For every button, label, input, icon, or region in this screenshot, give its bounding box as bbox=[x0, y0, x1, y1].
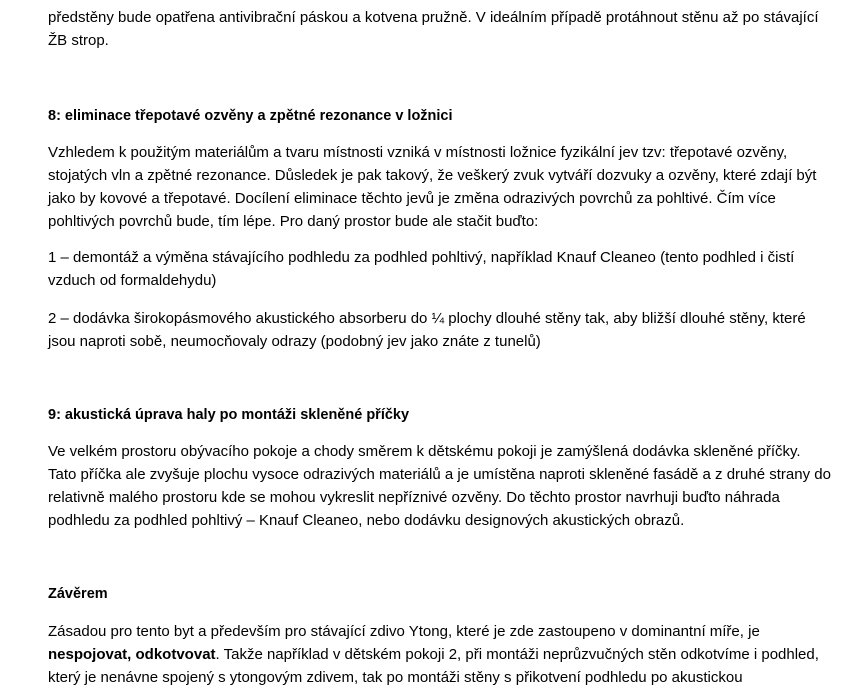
section-9-paragraph-line: podhledu za podhled pohltivý – Knauf Cleaneo, nebo dodávku designových akustických obrazů. bbox=[48, 512, 685, 529]
section-8-option-2: 2 – dodávka širokopásmového akustického absorberu do ¼ plochy dlouhé stěny tak, aby bližší dlouhé stěny, které bbox=[48, 310, 806, 327]
section-8-paragraph-line: stojatých vln a zpětné rezonance. Důsledek je pak takový, že veškerý zvuk vytváří dozvuky a ozvěny, které zdají být bbox=[48, 167, 817, 184]
conclusion-line-1: Zásadou pro tento byt a především pro stávající zdivo Ytong, které je zde zastoupeno v dominantní míře, je bbox=[48, 623, 760, 640]
section-8-paragraph-line: pohltivých povrchů bude, tím lépe. Pro daný prostor bude ale stačit buďto: bbox=[48, 213, 539, 230]
section-8-paragraph-line: Vzhledem k použitým materiálům a tvaru místnosti vzniká v místnosti ložnice fyzikální jev tzv: třepotavé ozvěny, bbox=[48, 144, 788, 161]
section-8-heading: 8: eliminace třepotavé ozvěny a zpětné rezonance v ložnici bbox=[48, 108, 453, 124]
conclusion-line-2-rest: . Takže například v dětském pokoji 2, při montáži neprůzvučných stěn odkotvíme i podhled, bbox=[215, 646, 819, 663]
section-8-paragraph-line: jako by kovové a třepotavé. Docílení eliminace těchto jevů je změna odrazivých povrchů za pohltivé. Čím více bbox=[48, 190, 776, 207]
intro-line-1: předstěny bude opatřena antivibrační páskou a kotvena pružně. V ideálním případě protáhnout stěnu až po stávající bbox=[48, 9, 819, 26]
section-9-paragraph-line: Ve velkém prostoru obývacího pokoje a chody směrem k dětskému pokoji je zamýšlená dodávka skleněné příčky. bbox=[48, 443, 801, 460]
intro-line-2: ŽB strop. bbox=[48, 32, 109, 49]
conclusion-heading: Závěrem bbox=[48, 586, 108, 602]
conclusion-line-2 bbox=[48, 645, 819, 665]
section-8-option-1: 1 – demontáž a výměna stávajícího podhledu za podhled pohltivý, například Knauf Cleaneo (tento podhled i čistí bbox=[48, 249, 795, 266]
section-8-option-2: jsou naproti sobě, neumocňovaly odrazy (podobný jev jako znáte z tunelů) bbox=[48, 333, 541, 350]
section-8-option-1: vzduch od formaldehydu) bbox=[48, 272, 217, 289]
conclusion-line-3: který je nenávne spojený s ytongovým zdivem, tak po montáži stěny s přikotvení podhledu po akustickou bbox=[48, 669, 743, 686]
section-9-paragraph-line: relativně malého prostoru kde se mohou vykreslit nepříznivé ozvěny. Do těchto prostor navrhuji buďto náhrada bbox=[48, 489, 780, 506]
conclusion-emphasis: nespojovat, odkotvovat bbox=[48, 646, 216, 663]
section-9-heading: 9: akustická úprava haly po montáži skleněné příčky bbox=[48, 407, 410, 423]
section-9-paragraph-line: Tato příčka ale zvyšuje plochu vysoce odrazivých materiálů a je umístěna naproti skleněné fasádě a z druhé strany do bbox=[48, 466, 831, 483]
